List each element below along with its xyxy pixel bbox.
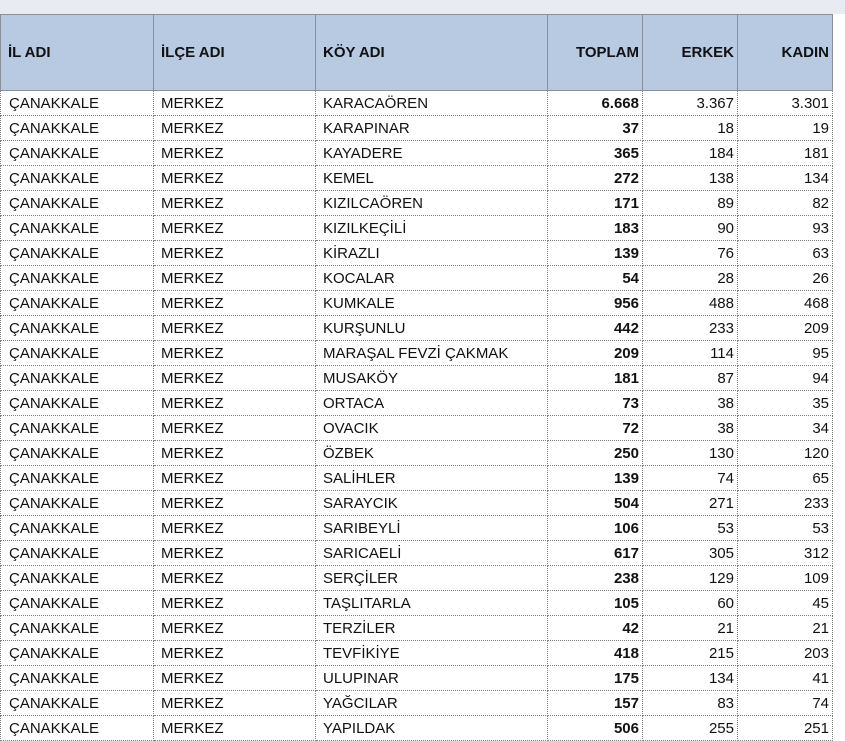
cell-il-adi[interactable]: ÇANAKKALE	[1, 141, 154, 166]
cell-kadin[interactable]: 35	[738, 391, 833, 416]
table-row	[1, 666, 833, 691]
cell-toplam[interactable]: 42	[548, 616, 643, 641]
cell-erkek[interactable]: 89	[643, 191, 738, 216]
cell-toplam[interactable]: 504	[548, 491, 643, 516]
cell-kadin[interactable]: 203	[738, 641, 833, 666]
cell-kadin[interactable]: 251	[738, 716, 833, 741]
cell-toplam[interactable]: 106	[548, 516, 643, 541]
table-row	[1, 116, 833, 141]
cell-toplam[interactable]: 157	[548, 691, 643, 716]
cell-il-adi[interactable]: ÇANAKKALE	[1, 91, 154, 116]
cell-toplam[interactable]: 139	[548, 241, 643, 266]
cell-il-adi[interactable]: ÇANAKKALE	[1, 341, 154, 366]
cell-toplam[interactable]: 209	[548, 341, 643, 366]
cell-kadin[interactable]: 181	[738, 141, 833, 166]
cell-koy-adi[interactable]: ULUPINAR	[316, 666, 548, 691]
cell-ilce-adi[interactable]: MERKEZ	[154, 116, 316, 141]
cell-koy-adi[interactable]: KIZILCAÖREN	[316, 191, 548, 216]
cell-koy-adi[interactable]: KAYADERE	[316, 141, 548, 166]
cell-toplam[interactable]: 105	[548, 591, 643, 616]
cell-toplam[interactable]: 37	[548, 116, 643, 141]
cell-kadin[interactable]: 82	[738, 191, 833, 216]
cell-kadin[interactable]: 94	[738, 366, 833, 391]
cell-koy-adi[interactable]: SARIBEYLİ	[316, 516, 548, 541]
cell-ilce-adi[interactable]: MERKEZ	[154, 416, 316, 441]
cell-il-adi[interactable]: ÇANAKKALE	[1, 166, 154, 191]
cell-koy-adi[interactable]: KIZILKEÇİLİ	[316, 216, 548, 241]
cell-kadin[interactable]: 63	[738, 241, 833, 266]
cell-ilce-adi[interactable]: MERKEZ	[154, 141, 316, 166]
cell-kadin[interactable]: 19	[738, 116, 833, 141]
table-row	[1, 316, 833, 341]
table-row	[1, 366, 833, 391]
cell-kadin[interactable]: 312	[738, 541, 833, 566]
cell-ilce-adi[interactable]: MERKEZ	[154, 166, 316, 191]
cell-il-adi[interactable]: ÇANAKKALE	[1, 591, 154, 616]
cell-ilce-adi[interactable]: MERKEZ	[154, 666, 316, 691]
cell-il-adi[interactable]: ÇANAKKALE	[1, 191, 154, 216]
cell-il-adi[interactable]: ÇANAKKALE	[1, 241, 154, 266]
cell-kadin[interactable]: 93	[738, 216, 833, 241]
village-population-table	[0, 14, 833, 741]
cell-kadin[interactable]: 53	[738, 516, 833, 541]
cell-erkek[interactable]: 129	[643, 566, 738, 591]
cell-koy-adi[interactable]: ÖZBEK	[316, 441, 548, 466]
header-row	[1, 15, 833, 91]
cell-koy-adi[interactable]: SALİHLER	[316, 466, 548, 491]
cell-erkek[interactable]: 114	[643, 341, 738, 366]
cell-koy-adi[interactable]: YAĞCILAR	[316, 691, 548, 716]
table-row	[1, 241, 833, 266]
cell-kadin[interactable]: 74	[738, 691, 833, 716]
cell-toplam[interactable]: 272	[548, 166, 643, 191]
header-erkek[interactable]: ERKEK	[643, 15, 738, 91]
cell-ilce-adi[interactable]: MERKEZ	[154, 491, 316, 516]
table-row	[1, 266, 833, 291]
cell-erkek[interactable]: 184	[643, 141, 738, 166]
cell-toplam[interactable]: 238	[548, 566, 643, 591]
table-row	[1, 541, 833, 566]
cell-kadin[interactable]: 45	[738, 591, 833, 616]
cell-erkek[interactable]: 18	[643, 116, 738, 141]
table-row	[1, 216, 833, 241]
table-row	[1, 691, 833, 716]
cell-ilce-adi[interactable]: MERKEZ	[154, 191, 316, 216]
cell-koy-adi[interactable]: SERÇİLER	[316, 566, 548, 591]
table-row	[1, 166, 833, 191]
cell-ilce-adi[interactable]: MERKEZ	[154, 391, 316, 416]
cell-il-adi[interactable]: ÇANAKKALE	[1, 391, 154, 416]
cell-toplam[interactable]: 72	[548, 416, 643, 441]
cell-ilce-adi[interactable]: MERKEZ	[154, 466, 316, 491]
table-row	[1, 466, 833, 491]
cell-koy-adi[interactable]: SARAYCIK	[316, 491, 548, 516]
header-il-adi[interactable]: İL ADI	[1, 15, 154, 91]
cell-il-adi[interactable]: ÇANAKKALE	[1, 366, 154, 391]
cell-kadin[interactable]: 41	[738, 666, 833, 691]
cell-erkek[interactable]: 255	[643, 716, 738, 741]
cell-il-adi[interactable]: ÇANAKKALE	[1, 216, 154, 241]
cell-toplam[interactable]: 171	[548, 191, 643, 216]
cell-kadin[interactable]: 233	[738, 491, 833, 516]
cell-erkek[interactable]: 215	[643, 641, 738, 666]
cell-ilce-adi[interactable]: MERKEZ	[154, 341, 316, 366]
cell-kadin[interactable]: 134	[738, 166, 833, 191]
cell-toplam[interactable]: 418	[548, 641, 643, 666]
cell-il-adi[interactable]: ÇANAKKALE	[1, 116, 154, 141]
cell-toplam[interactable]: 73	[548, 391, 643, 416]
table-row	[1, 566, 833, 591]
cell-ilce-adi[interactable]: MERKEZ	[154, 441, 316, 466]
cell-erkek[interactable]: 488	[643, 291, 738, 316]
cell-erkek[interactable]: 21	[643, 616, 738, 641]
cell-il-adi[interactable]: ÇANAKKALE	[1, 541, 154, 566]
cell-koy-adi[interactable]: KARACAÖREN	[316, 91, 548, 116]
cell-ilce-adi[interactable]: MERKEZ	[154, 616, 316, 641]
cell-kadin[interactable]: 26	[738, 266, 833, 291]
header-koy-adi[interactable]: KÖY ADI	[316, 15, 548, 91]
cell-erkek[interactable]: 60	[643, 591, 738, 616]
cell-erkek[interactable]: 76	[643, 241, 738, 266]
cell-erkek[interactable]: 305	[643, 541, 738, 566]
cell-kadin[interactable]: 209	[738, 316, 833, 341]
cell-il-adi[interactable]: ÇANAKKALE	[1, 716, 154, 741]
cell-il-adi[interactable]: ÇANAKKALE	[1, 641, 154, 666]
cell-il-adi[interactable]: ÇANAKKALE	[1, 416, 154, 441]
cell-kadin[interactable]: 120	[738, 441, 833, 466]
cell-kadin[interactable]: 109	[738, 566, 833, 591]
cell-koy-adi[interactable]: KUMKALE	[316, 291, 548, 316]
table-row	[1, 716, 833, 741]
cell-toplam[interactable]: 183	[548, 216, 643, 241]
cell-koy-adi[interactable]: KEMEL	[316, 166, 548, 191]
cell-il-adi[interactable]: ÇANAKKALE	[1, 491, 154, 516]
cell-kadin[interactable]: 468	[738, 291, 833, 316]
cell-il-adi[interactable]: ÇANAKKALE	[1, 316, 154, 341]
cell-erkek[interactable]: 130	[643, 441, 738, 466]
cell-il-adi[interactable]: ÇANAKKALE	[1, 616, 154, 641]
cell-ilce-adi[interactable]: MERKEZ	[154, 91, 316, 116]
cell-kadin[interactable]: 3.301	[738, 91, 833, 116]
cell-erkek[interactable]: 271	[643, 491, 738, 516]
cell-erkek[interactable]: 90	[643, 216, 738, 241]
header-ilce-adi[interactable]: İLÇE ADI	[154, 15, 316, 91]
cell-koy-adi[interactable]: MARAŞAL FEVZİ ÇAKMAK	[316, 341, 548, 366]
cell-ilce-adi[interactable]: MERKEZ	[154, 716, 316, 741]
cell-koy-adi[interactable]: SARICAELİ	[316, 541, 548, 566]
table-row	[1, 341, 833, 366]
cell-ilce-adi[interactable]: MERKEZ	[154, 266, 316, 291]
cell-erkek[interactable]: 83	[643, 691, 738, 716]
table-row	[1, 591, 833, 616]
table-row	[1, 616, 833, 641]
table-row	[1, 191, 833, 216]
spreadsheet-sheet	[0, 14, 845, 741]
table-row	[1, 441, 833, 466]
cell-toplam[interactable]: 6.668	[548, 91, 643, 116]
cell-toplam[interactable]: 139	[548, 466, 643, 491]
cell-toplam[interactable]: 181	[548, 366, 643, 391]
cell-ilce-adi[interactable]: MERKEZ	[154, 591, 316, 616]
cell-toplam[interactable]: 617	[548, 541, 643, 566]
cell-erkek[interactable]: 53	[643, 516, 738, 541]
cell-toplam[interactable]: 506	[548, 716, 643, 741]
cell-ilce-adi[interactable]: MERKEZ	[154, 216, 316, 241]
cell-ilce-adi[interactable]: MERKEZ	[154, 566, 316, 591]
cell-toplam[interactable]: 956	[548, 291, 643, 316]
cell-erkek[interactable]: 38	[643, 391, 738, 416]
cell-koy-adi[interactable]: KOCALAR	[316, 266, 548, 291]
cell-erkek[interactable]: 87	[643, 366, 738, 391]
cell-ilce-adi[interactable]: MERKEZ	[154, 516, 316, 541]
cell-erkek[interactable]: 138	[643, 166, 738, 191]
cell-ilce-adi[interactable]: MERKEZ	[154, 291, 316, 316]
cell-il-adi[interactable]: ÇANAKKALE	[1, 516, 154, 541]
cell-il-adi[interactable]: ÇANAKKALE	[1, 441, 154, 466]
cell-toplam[interactable]: 442	[548, 316, 643, 341]
cell-ilce-adi[interactable]: MERKEZ	[154, 316, 316, 341]
cell-il-adi[interactable]: ÇANAKKALE	[1, 666, 154, 691]
cell-il-adi[interactable]: ÇANAKKALE	[1, 691, 154, 716]
cell-toplam[interactable]: 175	[548, 666, 643, 691]
table-row	[1, 141, 833, 166]
header-kadin[interactable]: KADIN	[738, 15, 833, 91]
cell-erkek[interactable]: 3.367	[643, 91, 738, 116]
cell-toplam[interactable]: 54	[548, 266, 643, 291]
cell-kadin[interactable]: 65	[738, 466, 833, 491]
table-row	[1, 641, 833, 666]
cell-ilce-adi[interactable]: MERKEZ	[154, 241, 316, 266]
cell-il-adi[interactable]: ÇANAKKALE	[1, 466, 154, 491]
table-body	[1, 91, 833, 741]
cell-ilce-adi[interactable]: MERKEZ	[154, 366, 316, 391]
cell-erkek[interactable]: 28	[643, 266, 738, 291]
cell-koy-adi[interactable]: OVACIK	[316, 416, 548, 441]
cell-ilce-adi[interactable]: MERKEZ	[154, 691, 316, 716]
cell-kadin[interactable]: 34	[738, 416, 833, 441]
cell-toplam[interactable]: 365	[548, 141, 643, 166]
cell-erkek[interactable]: 134	[643, 666, 738, 691]
cell-koy-adi[interactable]: TERZİLER	[316, 616, 548, 641]
table-row	[1, 416, 833, 441]
cell-koy-adi[interactable]: YAPILDAK	[316, 716, 548, 741]
cell-koy-adi[interactable]: ORTACA	[316, 391, 548, 416]
cell-toplam[interactable]: 250	[548, 441, 643, 466]
cell-kadin[interactable]: 95	[738, 341, 833, 366]
cell-erkek[interactable]: 74	[643, 466, 738, 491]
table-row	[1, 291, 833, 316]
header-toplam[interactable]: TOPLAM	[548, 15, 643, 91]
table-row	[1, 516, 833, 541]
table-row	[1, 91, 833, 116]
cell-ilce-adi[interactable]: MERKEZ	[154, 641, 316, 666]
cell-il-adi[interactable]: ÇANAKKALE	[1, 566, 154, 591]
table-row	[1, 491, 833, 516]
cell-koy-adi[interactable]: KURŞUNLU	[316, 316, 548, 341]
cell-koy-adi[interactable]: TAŞLITARLA	[316, 591, 548, 616]
cell-koy-adi[interactable]: TEVFİKİYE	[316, 641, 548, 666]
cell-erkek[interactable]: 38	[643, 416, 738, 441]
cell-erkek[interactable]: 233	[643, 316, 738, 341]
cell-il-adi[interactable]: ÇANAKKALE	[1, 291, 154, 316]
cell-kadin[interactable]: 21	[738, 616, 833, 641]
cell-koy-adi[interactable]: KARAPINAR	[316, 116, 548, 141]
table-row	[1, 391, 833, 416]
cell-koy-adi[interactable]: KİRAZLI	[316, 241, 548, 266]
cell-il-adi[interactable]: ÇANAKKALE	[1, 266, 154, 291]
cell-koy-adi[interactable]: MUSAKÖY	[316, 366, 548, 391]
cell-ilce-adi[interactable]: MERKEZ	[154, 541, 316, 566]
